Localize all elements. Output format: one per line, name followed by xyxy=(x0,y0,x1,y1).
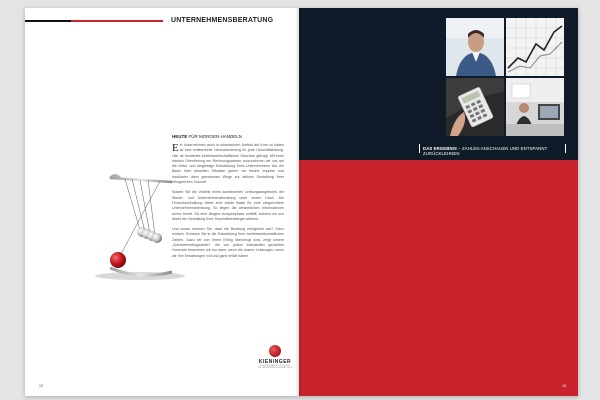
dropcap: E xyxy=(172,142,179,154)
photo-grid xyxy=(446,18,564,136)
office-photo xyxy=(506,78,564,136)
left-page xyxy=(25,8,299,396)
page-number-left: 12 xyxy=(39,384,43,388)
paragraph-3: Und woran messen Sie, dass die Beratung erfolgreich war? Ganz einfach. Schauen Sie in die Entwicklung Ihrer betriebswirtschaftlichen Zahlen. Dazu wir von Ihrem Erfolg überzeugt sind, zeigt unsere „Zufriedenheitsgarantie“: die von jedem Mandanten gezahlten Honorare berechnen wir nur dann, wenn die unsere Leistungen, wenn wir Ihre Erwartungen voll und ganz erfüllt haben. xyxy=(172,227,284,258)
header-rule-red xyxy=(71,20,163,22)
chart-photo xyxy=(506,18,564,76)
businessman-photo xyxy=(446,18,504,76)
calculator-photo xyxy=(446,78,504,136)
kieninger-logo-mark xyxy=(269,345,281,357)
section-subheading: HEUTE FÜR MORGEN HANDELN xyxy=(172,134,243,139)
red-panel xyxy=(299,160,578,396)
logo-name: KIENINGER xyxy=(258,359,292,365)
paragraph-2: Nutzen Sie die Vorteile eines kombinierten Leistungsangebotes der Steuer- und Unternehmensberatung unter einem Dach. Die Finanzbuchhaltung bietet eine solide Basis für eine zielgerichtete Unternehmensberatung. So liegen die wesentlichen Informationen schon bereit. Da eine längere Analysephase entfällt, können wir uns direkt der Gestaltung Ihrer Geschäftsstrategie widmen. xyxy=(172,190,284,221)
body-column xyxy=(172,134,284,264)
brochure-spread xyxy=(25,8,578,396)
paragraph-1: Ein Unternehmen auch in stürmischem Umfeld auf Kurs zu halten ist eine existenzielle Herausforderung für jede Geschäftsleitung. Hier ist fundiertes betriebswirtschaftliches Geschick gefragt. Mit einer starken Orientierung am Rechnungswesen vorzunehmen wir uns auf die mittel- und langfristige Entwicklung Ihres Unternehmens. Auf der Basis Ihrer aktuellen Situation geben wir frische Impulse und strukturier dann gemeinsam Wege zur aktiven Gestaltung Ihrer erfolgreichen Zukunft. xyxy=(172,142,284,185)
tagline-bar-left xyxy=(419,144,420,153)
header-rule-black xyxy=(25,20,71,22)
logo-subtitle: STEUERBERATUNG UND UNTERNEHMENSBERATUNG xyxy=(257,365,293,369)
tagline: DAS ERGEBNIS – ZAHLEN ANSCHAUEN UND ENTSPANNT ZURÜCKLEHNEN xyxy=(423,146,548,156)
right-page xyxy=(299,8,578,396)
tagline-bar-right xyxy=(565,144,566,153)
spine-gutter xyxy=(295,8,303,396)
page-number-right: 13 xyxy=(562,384,566,388)
page-title: UNTERNEHMENSBERATUNG xyxy=(171,17,274,24)
